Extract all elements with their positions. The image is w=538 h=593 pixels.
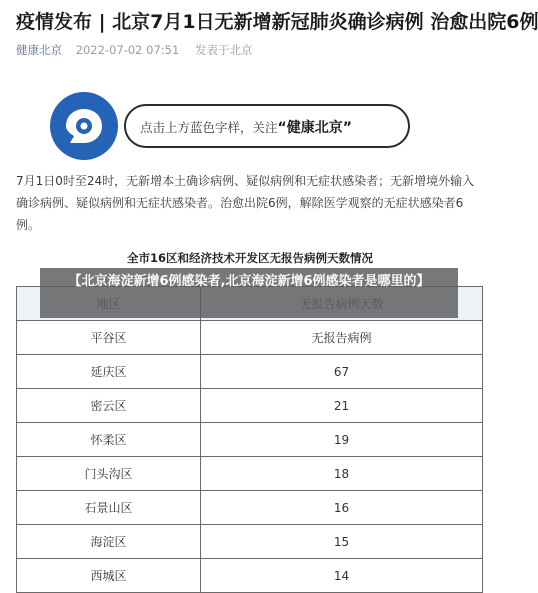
table-row xyxy=(17,559,483,593)
table-row xyxy=(17,491,483,525)
follow-prompt-bubble[interactable] xyxy=(124,104,410,148)
author-link[interactable]: 健康北京 xyxy=(16,43,62,57)
article-meta xyxy=(16,42,252,58)
account-name[interactable]: “健康北京” xyxy=(277,120,352,136)
days-cell: 21 xyxy=(201,389,483,423)
district-cell: 门头沟区 xyxy=(17,457,201,491)
body-paragraph: 7月1日0时至24时，无新增本土确诊病例、疑似病例和无症状感染者；无新增境外输入确诊病例、疑似病例和无症状感染者。治愈出院6例，解除医学观察的无症状感染者6例。 xyxy=(16,174,475,232)
district-cell: 海淀区 xyxy=(17,525,201,559)
table-row xyxy=(17,389,483,423)
table-row xyxy=(17,423,483,457)
district-cell: 怀柔区 xyxy=(17,423,201,457)
days-cell: 19 xyxy=(201,423,483,457)
district-cell: 石景山区 xyxy=(17,491,201,525)
days-cell: 18 xyxy=(201,457,483,491)
district-cell: 密云区 xyxy=(17,389,201,423)
follow-prompt-label: 点击上方蓝色字样，关注 xyxy=(140,120,278,135)
follow-banner[interactable] xyxy=(50,92,410,160)
table-row xyxy=(17,525,483,559)
publish-time: 2022-07-02 07:51 xyxy=(75,43,180,57)
table-caption: 全市16区和经济技术开发区无报告病例天数情况 xyxy=(126,251,373,265)
district-days-table xyxy=(16,286,483,593)
article-title: 疫情发布 | 北京7月1日无新增新冠肺炎确诊病例 治愈出院6例 xyxy=(16,11,538,33)
follow-prompt-text xyxy=(140,117,352,137)
district-cell: 平谷区 xyxy=(17,321,201,355)
blue-circle-chat-logo-icon xyxy=(50,92,118,160)
days-cell: 16 xyxy=(201,491,483,525)
days-cell: 67 xyxy=(201,355,483,389)
table-row xyxy=(17,321,483,355)
days-cell: 无报告病例 xyxy=(201,321,483,355)
days-cell: 15 xyxy=(201,525,483,559)
days-cell: 14 xyxy=(201,559,483,593)
caption-overlay: 【北京海淀新增6例感染者,北京海淀新增6例感染者是哪里的】 xyxy=(40,268,458,318)
district-cell: 延庆区 xyxy=(17,355,201,389)
publish-location: 发表于北京 xyxy=(194,43,253,57)
table-row xyxy=(17,457,483,491)
table-row xyxy=(17,355,483,389)
district-cell: 西城区 xyxy=(17,559,201,593)
